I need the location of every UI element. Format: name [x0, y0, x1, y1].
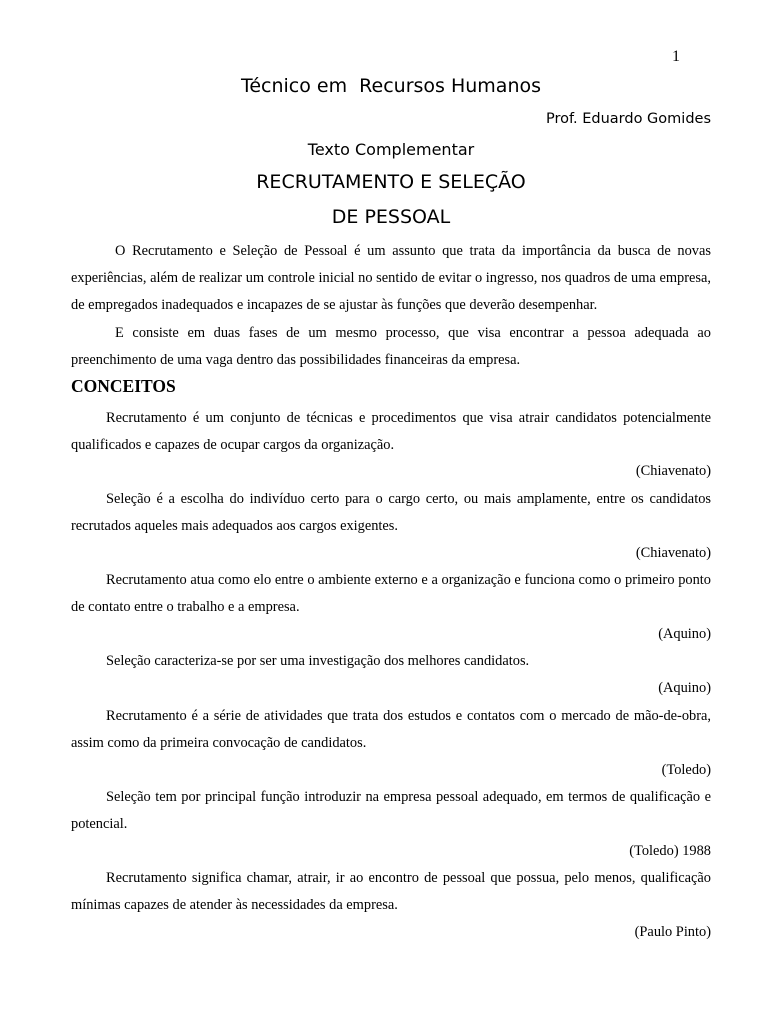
document-subtitle: Texto Complementar — [307, 140, 475, 159]
intro-paragraph: E consiste em duas fases de um mesmo processo, que visa encontrar a pessoa adequada ao preenchimento de uma vaga dentro das possibilidades financeiras da empresa. — [71, 325, 711, 368]
definition-paragraph: Recrutamento é um conjunto de técnicas e procedimentos que visa atrair candidatos potencialmente qualificados e capazes de ocupar cargos da organização. — [71, 410, 711, 453]
document-title: Técnico em Recursos Humanos — [240, 75, 542, 97]
definition-paragraph: Recrutamento atua como elo entre o ambiente externo e a organização e funciona como o primeiro ponto de contato entre o trabalho e a empresa. — [71, 572, 711, 615]
main-heading-line-1: RECRUTAMENTO E SELEÇÃO — [256, 171, 526, 193]
page-number: 1 — [672, 48, 680, 65]
definition-source: (Aquino) — [658, 680, 711, 696]
definition-paragraph: Seleção é a escolha do indivíduo certo para o cargo certo, ou mais amplamente, entre os candidatos recrutados aqueles mais adequados aos cargos exigentes. — [71, 491, 711, 534]
intro-paragraph: O Recrutamento e Seleção de Pessoal é um assunto que trata da importância da busca de novas experiências, além de realizar um controle inicial no sentido de evitar o ingresso, nos quadros de uma empresa, de empregados inadequados e incapazes de se ajustar às funções que deverão desempenhar. — [71, 243, 711, 313]
author-name: Prof. Eduardo Gomides — [545, 111, 711, 127]
definition-source: (Chiavenato) — [635, 463, 711, 479]
section-heading-conceitos: CONCEITOS — [71, 376, 176, 396]
definition-source: (Toledo) — [661, 762, 711, 778]
definition-paragraph: Recrutamento significa chamar, atrair, ir ao encontro de pessoal que possua, pelo menos, qualificação mínimas capazes de atender às necessidades da empresa. — [71, 870, 711, 913]
main-heading-line-2: DE PESSOAL — [331, 206, 451, 228]
definition-source: (Aquino) — [658, 626, 711, 642]
definition-paragraph: Seleção tem por principal função introduzir na empresa pessoal adequado, em termos de qualificação e potencial. — [71, 789, 711, 832]
definition-paragraph: Recrutamento é a série de atividades que trata dos estudos e contatos com o mercado de mão-de-obra, assim como da primeira convocação de candidatos. — [71, 708, 711, 751]
definition-paragraph: Seleção caracteriza-se por ser uma investigação dos melhores candidatos. — [106, 653, 530, 669]
definition-source: (Paulo Pinto) — [634, 924, 711, 940]
definition-source: (Toledo) 1988 — [629, 843, 711, 859]
definition-source: (Chiavenato) — [635, 545, 711, 561]
